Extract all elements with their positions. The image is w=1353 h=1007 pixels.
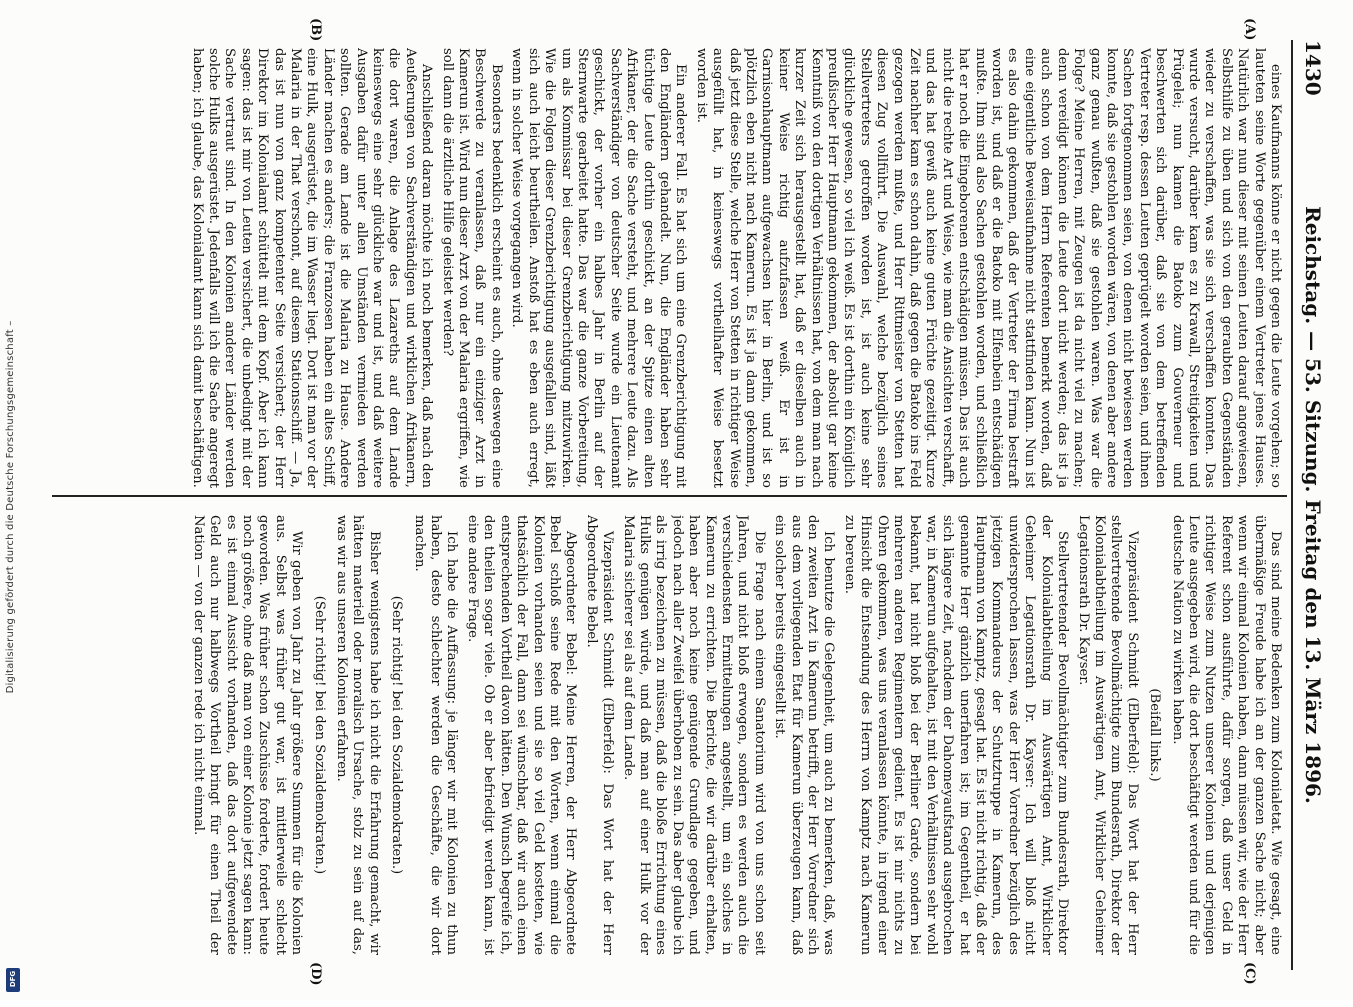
dfg-logo-icon: [6, 968, 20, 992]
paragraph: Anschließend daran möchte ich noch bemerken, daß nach den Aeußerungen von Sachverständigen und wirklichen Afrikanern, die dort waren, die Anlage des Lazareths auf dem Lande keineswegs eine sehr glückliche war und ist, und daß weitere Ausgaben dafür unter allen Umständen vermieden werden sollten. Gerade am Lande ist die Malaria zu Hause. Andere Länder machen es anders; die Franzosen haben ein altes Schiff, eine Hulk, ausgerüstet, die im Wasser liegt. Dort ist man vor der Malaria in der That verschont, auf diesem Stationsschiff. — Ja, das ist nun von ganz kompetenter Seite versichert; der Herr Direktor im Kolonialamt schüttelt mit dem Kopf. Aber ich kann sagen: das ist mir von Leuten versichert, die unbedingt mit der Sache vertraut sind. In den Kolonien anderer Länder werden solche Hulks ausgerüstet. Jedenfalls will ich die Sache angeregt haben; ich glaube, das Kolonialamt kann sich damit beschäftigen.: [189, 48, 435, 488]
running-title: Reichstag. — 53. Sitzung. Freitag den 13. März 1896.: [1301, 206, 1325, 804]
interjection: (Sehr richtig! bei den Sozialdemokraten.): [389, 595, 405, 875]
paragraph: Ein anderer Fall. Es hat sich um eine Grenzberichtigung mit den Engländern gehandelt. Nun, die Engländer haben sehr tüchtige Leute dorthin geschickt, an der Spitze einen alten Afrikaner, der die Sache versteht, und mehrere Leute dazu. Als Sachverständiger von deutscher Seite wurde ein Lieutenant geschickt, der vorher ein halbes Jahr in Berlin auf der Sternwarte gearbeitet hatte. Das war die ganze Vorbereitung, um als Kommissar bei dieser Grenzberichtigung mitzuwirken. Wie die Folgen dieser Grenzberichtigung ausgefallen sind, läßt sich auch leicht beurtheilen. Anstoß hat es eben auch erregt, wenn in solcher Weise vorgegangen wird.: [509, 48, 689, 488]
page-number: 1430: [1301, 40, 1325, 96]
margin-mark-a: (A): [1242, 18, 1257, 41]
paragraph: Die Frage nach einem Sanatorium wird von uns schon seit Jahren, und nicht bloß erwogen, sondern es werden auch die verschiedensten Ermittelungen angestellt, um ein solches in Kamerun zu errichten. Die Berichte, die wir darüber erhalten, haben aber noch keine genügende Grundlage gegeben, und jedoch nach aller Zweifel überhoben zu sein. Das aber glaube ich als irrig bezeichnen zu müssen, daß die bloße Errichtung eines Hulks genügen würde, und daß man auf einer Hulk vor der Malaria sicherer sei als auf dem Lande.: [620, 515, 767, 955]
column-rule: [52, 495, 1287, 497]
margin-mark-b: (B): [308, 18, 323, 42]
credit-text: Digitalisierung gefördert durch die Deutsche Forschungsgemeinschaft –: [5, 320, 16, 694]
margin-mark-d: (D): [308, 962, 323, 986]
paragraph: Stellvertretender Bevollmächtigter zum Bundesrath, Direktor der Kolonialabtheilung im Auswärtigen Amt, Wirklicher Geheimer Legationsrath Dr. Kayser: Ich will bloß nicht unwidersprochen lassen, was der Herr Vorredner bezüglich des jetzigen Kommandeurs der Schutztruppe in Kamerun, des Hauptmann von Kamptz, gesagt hat. Es ist nicht richtig, daß der genannte Herr gänzlich unerfahren ist; im Gegentheil, er hat sich längere Zeit, nachdem der Dahomeyaufstand ausgebrochen war, in Kamerun aufgehalten, ist mit den Verhältnissen sehr wohl bekannt, hat nicht bloß bei der Berliner Garde, sondern bei mehreren anderen Regimentern gedient. Es ist mir nichts zu Ohren gekommen, was uns veranlassen könnte, in irgend einer Hinsicht die Entsendung des Herrn von Kamptz nach Kamerun zu bereuen.: [841, 515, 1071, 955]
speaker-paragraph: Abgeordneter Bebel: Meine Herren, der Herr Abgeordnete Bebel schloß seine Rede mit den Worten, wenn einmal die Kolonien vorhanden seien und sie so viel Geld kosteten, wie thatsächlich der Fall, dann sei wünschbar, daß wir auch einen entsprechenden Vortheil davon hätten. Den Wunsch begreife ich, den theilen sogar viele. Ob er aber befriedigt werden kann, ist eine andere Frage.: [464, 515, 579, 955]
page-header: [1299, 40, 1325, 970]
header-rule: [1291, 40, 1293, 970]
margin-mark-c: (C): [1242, 962, 1257, 985]
interjection: (Sehr richtig! bei den Sozialdemokraten.): [311, 595, 327, 875]
speaker-paragraph: Vizepräsident Schmidt (Elberfeld): Das Wort hat der Herr Abgeordnete Bebel.: [583, 515, 616, 955]
left-column: [58, 48, 1283, 488]
paragraph: Ich benutze die Gelegenheit, um auch zu bemerken, daß, was den zweiten Arzt in Kamerun betrifft, der Herr Vorredner sich aus dem vorliegenden Etat für Kamerun überzeugen kann, daß ein solcher bereits eingestellt ist.: [772, 515, 837, 955]
paragraph: Besonders bedenklich erscheint es auch, ohne deswegen eine Beschwerde zu veranlassen, daß nur ein einziger Arzt in Kamerun ist. Wird nun dieser Arzt von der Malaria ergriffen, wie soll dann die ärztliche Hilfe geleistet werden?: [439, 48, 504, 488]
paragraph: Ich habe die Auffassung: je länger wir mit Kolonien zu thun haben, desto schlechter werden die Geschäfte, die wir dort machen.: [411, 515, 460, 955]
dfg-logo-text: DFG: [9, 970, 17, 988]
paragraph: Das sind meine Bedenken zum Kolonialetat. Wie gesagt, eine übermäßige Freude habe ich an der ganzen Sache nicht; aber wenn wir einmal Kolonien haben, dann müssen wir, wie der Herr Referent schon ausführte, dafür sorgen, daß unser Geld in richtiger Weise zum Nutzen unserer Kolonien und derjenigen Leute ausgegeben wird, die dort beschäftigt werden und für die deutsche Nation zu wirken haben.: [1169, 515, 1283, 955]
paragraph: Bisher wenigstens habe ich nicht die Erfahrung gemacht, wir hätten materiell oder moralisch Ursache, stolz zu sein auf das, was wir aus unseren Kolonien erfahren.: [334, 515, 382, 955]
interjection: (Beifall links.): [1147, 688, 1163, 782]
right-column: [58, 515, 1283, 955]
paragraph: eines Kaufmanns könne er nicht gegen die Leute vorgehen; so lauteten seine Worte gegenüber einem Vertreter jenes Hauses. Natürlich war nun dieser mit seinen Leuten darauf angewiesen, Selbsthilfe zu üben und sich von den geraubten Gegenständen wieder zu verschaffen, was sie sich verschaffen konnten. Das wurde versucht, darüber kam es zu Krawall, Streitigkeiten und Prügelei; nun kamen die Batoko zum Gouverneur und beschwerten sich darüber, daß sie von dem betreffenden Vertreter resp. dessen Leuten geprügelt worden seien, und ihnen Sachen fortgenommen seien, von denen nicht bewiesen werden konnte, daß sie gestohlen worden wären, von denen aber andere ganz genau wußten, daß sie gestohlen waren. Was war die Folge? Meine Herren, mit Zeugen ist da nicht viel zu machen; denn vereidigt können die Leute dort nicht werden; das ist ja auch schon von dem Herrn Referenten bemerkt worden, daß eine eigentliche Beweisaufnahme nicht stattfinden kann. Nun ist es also dahin gekommen, daß der Vertreter der Firma bestraft worden ist, und daß er die Batoko mit Elfenbein entschädigen mußte. Ihm sind also Sachen gestohlen worden, und schließlich hat er noch die Eingeborenen entschädigen müssen. Das ist auch nicht die rechte Art und Weise, wie man die Ansichten verschafft, und das hat gewiß auch keine guten Früchte gezeitigt. Kurze Zeit nachher kam es schon dahin, daß gegen die Batoko ins Feld gezogen werden mußte, und Herr Rittmeister von Stetten hat diesen Zug vollführt. Die Auswahl, welche bezüglich seines Stellvertreters getroffen worden ist, ist auch keine sehr glückliche gewesen, so viel ich weiß. Es ist dorthin ein Königlich preußischer Herr Hauptmann gekommen, der absolut gar keine Kenntniß von den dortigen Verhältnissen hat, von dem man nach kurzer Zeit sich herausgestellt hat, daß er dieselben auch in keiner Weise richtig aufzufassen weiß. Er ist in Garnisonhauptmann aufgewachsen hier in Berlin, und ist so plötzlich eben nicht nach Kamerun. Es ist ja dann gekommen, daß jetzt diese Stelle, welche Herr von Stetten in richtiger Weise ausgefüllt hat, in keineswegs vortheilhafter Weise besetzt worden ist.: [693, 48, 1283, 488]
digitization-credit: [0, 0, 30, 1000]
speaker-paragraph: Vizepräsident Schmidt (Elberfeld): Das Wort hat der Herr stellvertretende Bevollmächtigte zum Bundesrath, Direktor der Kolonialabtheilung im Auswärtigen Amt, Wirklicher Geheimer Legationsrath Dr. Kayser.: [1075, 515, 1140, 955]
paragraph: Wir geben von Jahr zu Jahr größere Summen für die Kolonien aus. Selbst was früher gut war, ist mittlerweile schlecht geworden. Was früher schon Zuschüsse forderte, fordert heute noch größere, ohne daß man von einer Kolonie jetzt sagen kann: es ist einmal Aussicht vorhanden, daß das dort aufgewendete Geld auch nur halbwegs Vortheil bringt für einen Theil der Nation — von der ganzen rede ich nicht einmal.: [190, 515, 305, 955]
